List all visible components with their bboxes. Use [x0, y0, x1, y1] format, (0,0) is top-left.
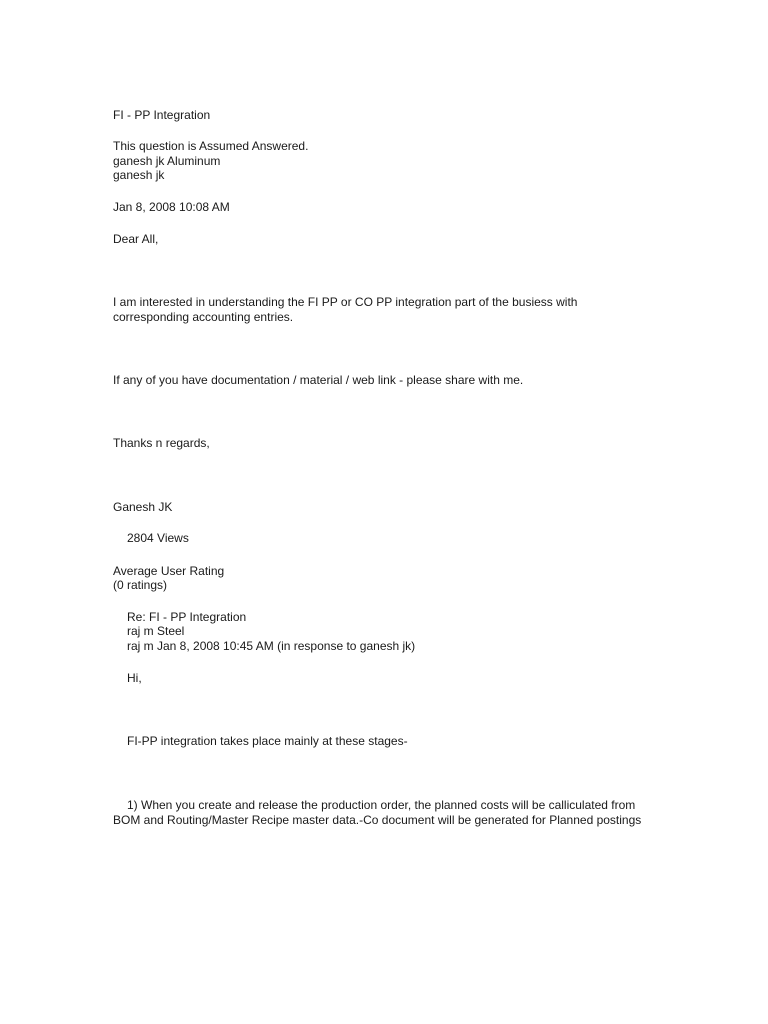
post-closing: Thanks n regards,: [113, 436, 210, 450]
author-company: ganesh jk Aluminum: [113, 154, 221, 168]
answer-status: This question is Assumed Answered.: [113, 139, 309, 153]
reply-point-1: 1) When you create and release the production order, the planned costs will be calliculated from BOM and Routing/Master Recipe master data.-Co document will be generated for Planned postings: [113, 798, 642, 827]
post-paragraph-1: I am interested in understanding the FI PP or CO PP integration part of the busiess with corresponding accounting entries.: [113, 295, 578, 324]
post-paragraph-2: If any of you have documentation / material / web link - please share with me.: [113, 373, 524, 387]
post-date: Jan 8, 2008 10:08 AM: [113, 200, 230, 214]
post-title: FI - PP Integration: [113, 108, 211, 122]
post-greeting: Dear All,: [113, 232, 159, 246]
reply-author-company: raj m Steel: [127, 624, 185, 638]
rating-label: Average User Rating: [113, 564, 225, 578]
rating-count: (0 ratings): [113, 578, 168, 592]
view-count: 2804 Views: [127, 531, 189, 545]
reply-meta: raj m Jan 8, 2008 10:45 AM (in response to ganesh jk): [127, 639, 416, 653]
author-name: ganesh jk: [113, 168, 165, 182]
reply-greeting: Hi,: [127, 671, 142, 685]
reply-intro: FI-PP integration takes place mainly at these stages-: [127, 734, 408, 748]
reply-title: Re: FI - PP Integration: [127, 610, 247, 624]
post-signature: Ganesh JK: [113, 500, 173, 514]
